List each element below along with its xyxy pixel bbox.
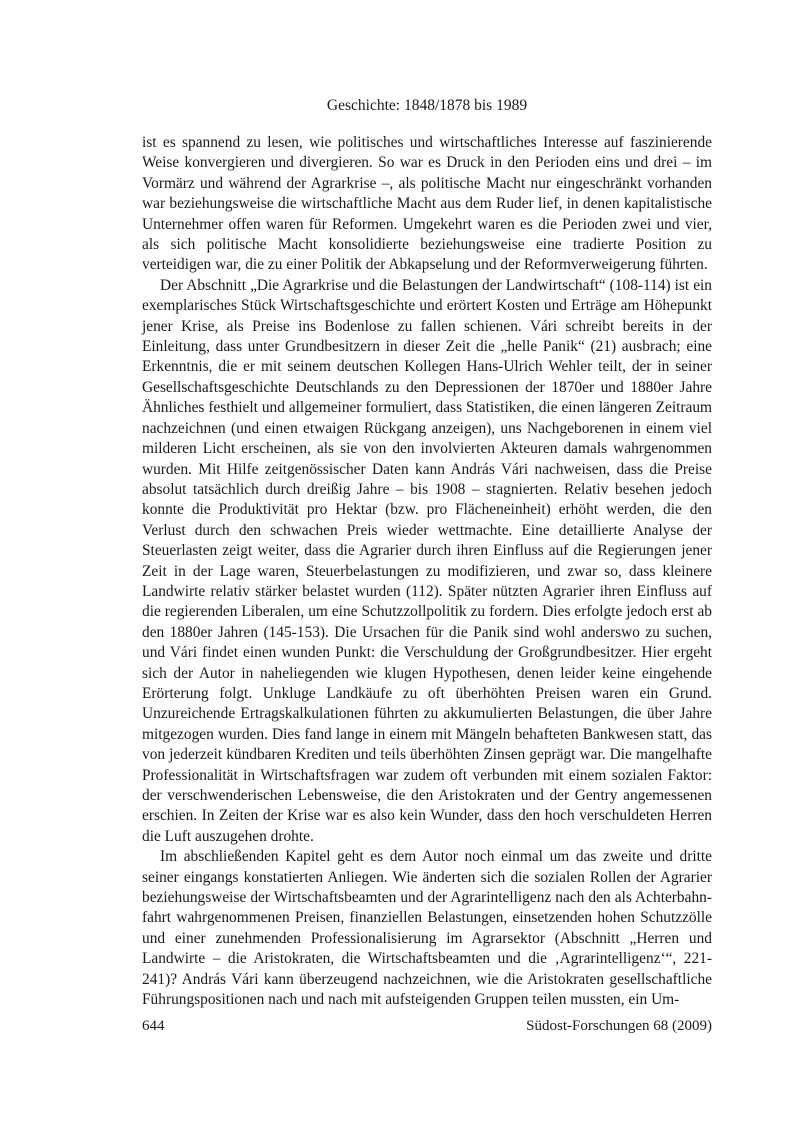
- paragraph-2: Der Abschnitt „Die Agrarkrise und die Belastungen der Landwirtschaft“ (108-114) ist ein exemplarisches Stück Wirtschaftsgeschichte und erörtert Kosten und Erträge am Höhepunkt jener Krise, als Preise ins Bodenlose zu fallen schienen. Vári schreibt bereits in der Einleitung, dass unter Grundbesitzern in dieser Zeit die „helle Panik“ (21) ausbrach; eine Erkenntnis, die er mit seinem deutschen Kollegen Hans-Ulrich Wehler teilt, der in seiner Gesellschaftsgeschichte Deutschlands zu den Depressionen der 1870er und 1880er Jahre Ähnliches festhielt und allgemeiner formuliert, dass Statistiken, die einen längeren Zeitraum nachzeichnen (und einen etwaigen Rückgang anzeigen), uns Nachgeborenen in einem viel milderen Licht erscheinen, als sie von den involvierten Akteuren damals wahrgenommen wurden. Mit Hilfe zeitgenössischer Daten kann András Vári nachweisen, dass die Preise absolut tatsächlich durch dreißig Jahre – bis 1908 – stagnierten. Relativ besehen jedoch konnte die Produktivität pro Hektar (bzw. pro Flächeneinheit) erhöht werden, die den Verlust durch den schwachen Preis wieder wettmachte. Eine detaillierte Analyse der Steuerlasten zeigt weiter, dass die Agrarier durch ihren Einfluss auf die Regierungen jener Zeit in der Lage waren, Steuerbelastungen zu modifizieren, und zwar so, dass kleinere Landwirte relativ stärker belastet wurden (112). Später nützten Agrarier ihren Einfluss auf die regierenden Liberalen, um eine Schutzzollpolitik zu fordern. Dies erfolgte jedoch erst ab den 1880er Jahren (145-153). Die Ursachen für die Panik sind wohl anderswo zu suchen, und Vári findet einen wunden Punkt: die Verschuldung der Großgrundbesitzer. Hier ergeht sich der Autor in naheliegenden wie klugen Hypothesen, denen leider keine eingehende Erörterung folgt. Unkluge Landkäufe zu oft überhöhten Preisen waren ein Grund. Unzureichende Ertragskalkulationen führten zu akkumulierten Belastungen, die über Jahre mitgezogen wurden. Dies fand lange in einem mit Mängeln behafteten Bankwesen statt, das von jederzeit kündbaren Krediten und teils überhöhten Zinsen geprägt war. Die mangelhafte Professionalität in Wirtschaftsfragen war zudem oft verbunden mit einem sozialen Faktor: der verschwenderischen Lebensweise, die den Aristokraten und der Gentry angemessenen erschien. In Zeiten der Krise war es also kein Wunder, dass den hoch verschuldeten Herren die Luft auszugehen drohte.: [142, 276, 712, 845]
- body-text: [142, 133, 712, 1010]
- page-number: 644: [142, 1018, 165, 1034]
- paragraph-1: ist es spannend zu lesen, wie politisches und wirtschaftliches Interesse auf faszinierende Weise konvergieren und divergieren. So war es Druck in den Perioden eins und drei – im Vormärz und während der Agrarkrise –, als politische Macht nur eingeschränkt vorhanden war beziehungsweise die wirtschaftliche Macht aus dem Ruder lief, in denen kapitalistische Unternehmer offen waren für Reformen. Umgekehrt waren es die Perioden zwei und vier, als sich politische Macht konsolidierte beziehungsweise eine tradierte Position zu verteidigen war, die zu einer Politik der Abkapselung und der Reformverweigerung führten.: [142, 134, 712, 274]
- journal-citation: Südost-Forschungen 68 (2009): [526, 1018, 712, 1034]
- paragraph-3: Im abschließenden Kapitel geht es dem Autor noch einmal um das zweite und dritte seiner eingangs konstatierten Anliegen. Wie änderten sich die sozialen Rollen der Agrarier beziehungsweise der Wirtschaftsbeamten und der Agrarintelligenz nach den als Achterbahnfahrt wahrgenommenen Preisen, finanziellen Belastungen, einsetzenden hohen Schutzzölle und einer zunehmenden Professionalisierung im Agrarsektor (Abschnitt „Herren und Landwirte – die Aristokraten, die Wirtschaftsbeamten und die ‚Agrarintelligenz‘“, 221-241)? András Vári kann überzeugend nachzeichnen, wie die Aristokraten gesellschaftliche Führungspositionen nach und nach mit aufsteigenden Gruppen teilen mussten, ein Um-: [142, 848, 712, 1009]
- running-head: Geschichte: 1848/1878 bis 1989: [326, 97, 528, 114]
- document-page: [142, 0, 712, 1129]
- page-footer: [142, 1016, 712, 1036]
